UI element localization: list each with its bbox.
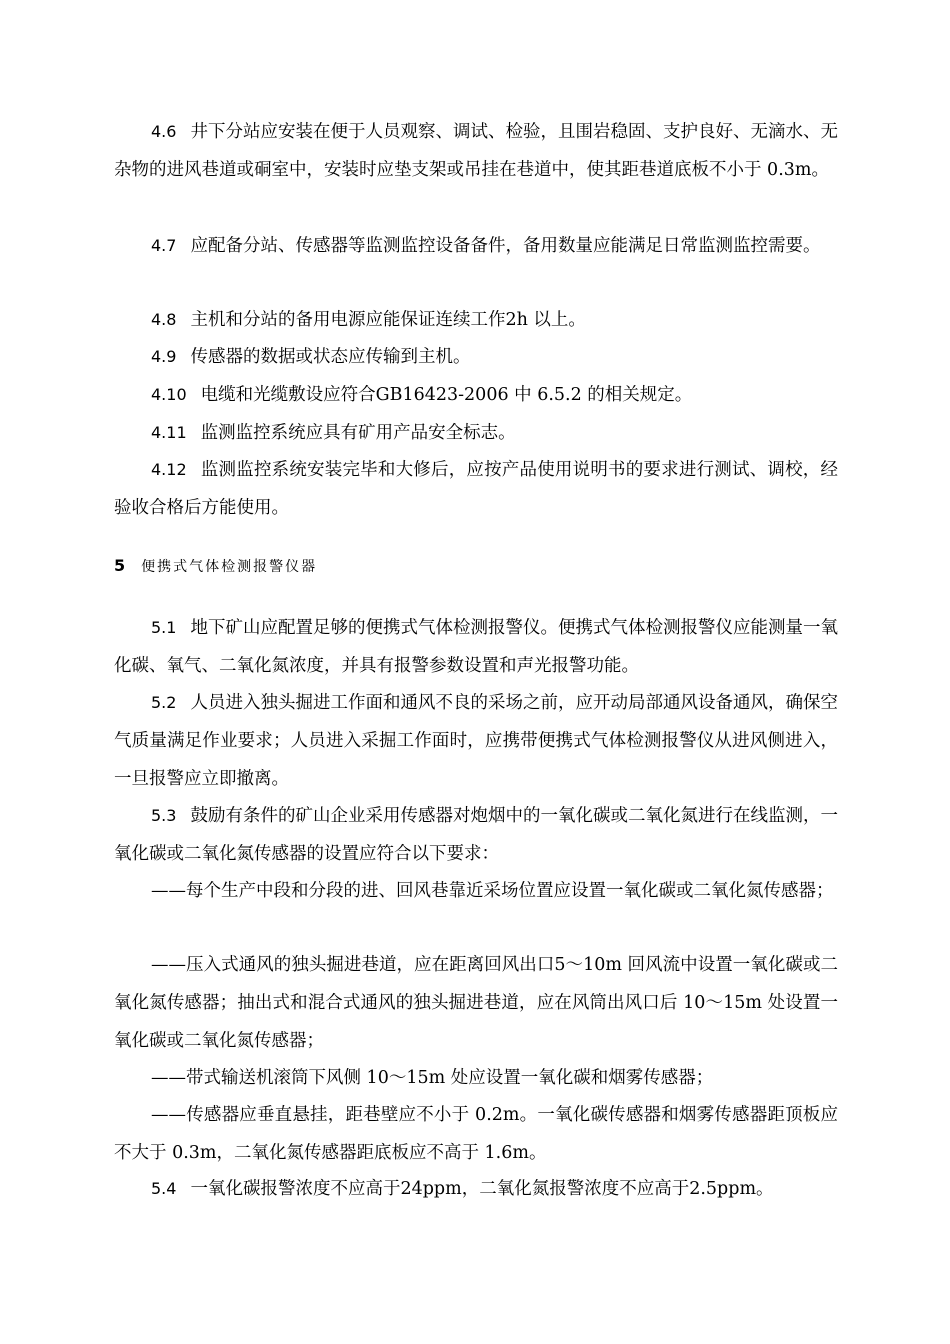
clause-number: 4.8: [151, 310, 177, 329]
section-number: 5: [114, 556, 126, 575]
section-5-heading: [114, 547, 317, 586]
clause-number: 4.10: [151, 385, 187, 404]
clause-4-8: [114, 301, 838, 339]
clause-number: 5.1: [151, 618, 177, 637]
clause-number: 4.6: [151, 122, 177, 141]
clause-text: 一氧化碳报警浓度不应高于24ppm，二氧化氮报警浓度不应高于2.5ppm。: [190, 1179, 774, 1199]
dash-item: ——带式输送机滚筒下风侧 10～15m 处应设置一氧化碳和烟雾传感器；: [151, 1068, 714, 1088]
clause-number: 5.3: [151, 806, 177, 825]
clause-4-12: [114, 451, 838, 527]
clause-number: 4.11: [151, 423, 187, 442]
clause-4-11: [114, 414, 838, 452]
clause-4-6: [114, 113, 838, 189]
clause-4-9: [114, 338, 838, 376]
clause-4-7: [114, 227, 838, 265]
clause-5-3: [114, 797, 838, 873]
clause-5-2: [114, 684, 838, 798]
clause-number: 5.2: [151, 693, 177, 712]
dash-item: ——传感器应垂直悬挂，距巷壁应不小于 0.2m。一氧化碳传感器和烟雾传感器距顶板应不大于 0.3m，二氧化氮传感器距底板应不高于 1.6m。: [114, 1105, 838, 1163]
clause-number: 4.9: [151, 347, 177, 366]
clause-text: 监测监控系统应具有矿用产品安全标志。: [200, 423, 516, 443]
clause-text: 鼓励有条件的矿山企业采用传感器对炮烟中的一氧化碳或二氧化氮进行在线监测，一氧化碳或二氧化氮传感器的设置应符合以下要求：: [114, 806, 838, 864]
clause-text: 传感器的数据或状态应传输到主机。: [190, 347, 471, 367]
section-title: 便携式气体检测报警仪器: [141, 559, 318, 575]
clause-text: 人员进入独头掘进工作面和通风不良的采场之前，应开动局部通风设备通风，确保空气质量满足作业要求；人员进入采掘工作面时，应携带便携式气体检测报警仪从进风侧进入，一旦报警应立即撤离。: [114, 693, 838, 789]
clause-text: 监测监控系统安装完毕和大修后，应按产品使用说明书的要求进行测试、调校，经验收合格后方能使用。: [114, 460, 838, 518]
clause-number: 5.4: [151, 1179, 177, 1198]
clause-5-4: [114, 1170, 838, 1208]
clause-number: 4.12: [151, 460, 187, 479]
clause-text: 主机和分站的备用电源应能保证连续工作2h 以上。: [190, 310, 586, 330]
clause-number: 4.7: [151, 236, 177, 255]
clause-text: 井下分站应安装在便于人员观察、调试、检验，且围岩稳固、支护良好、无滴水、无杂物的进风巷道或硐室中，安装时应垫支架或吊挂在巷道中，使其距巷道底板不小于 0.3m。: [114, 122, 838, 180]
clause-5-1: [114, 609, 838, 685]
clause-text: 电缆和光缆敷设应符合GB16423-2006 中 6.5.2 的相关规定。: [200, 385, 693, 405]
dash-item: ——每个生产中段和分段的进、回风巷靠近采场位置应设置一氧化碳或二氧化氮传感器；: [151, 881, 834, 901]
dash-item: ——压入式通风的独头掘进巷道，应在距离回风出口5～10m 回风流中设置一氧化碳或二氧化氮传感器；抽出式和混合式通风的独头掘进巷道，应在风筒出风口后 10～15m 处设置一氧化碳或二氧化氮传感器；: [114, 955, 838, 1051]
clause-text: 应配备分站、传感器等监测监控设备备件，备用数量应能满足日常监测监控需要。: [190, 236, 821, 256]
clause-4-10: [114, 376, 838, 414]
clause-text: 地下矿山应配置足够的便携式气体检测报警仪。便携式气体检测报警仪应能测量一氧化碳、氧气、二氧化氮浓度，并具有报警参数设置和声光报警功能。: [114, 618, 838, 676]
